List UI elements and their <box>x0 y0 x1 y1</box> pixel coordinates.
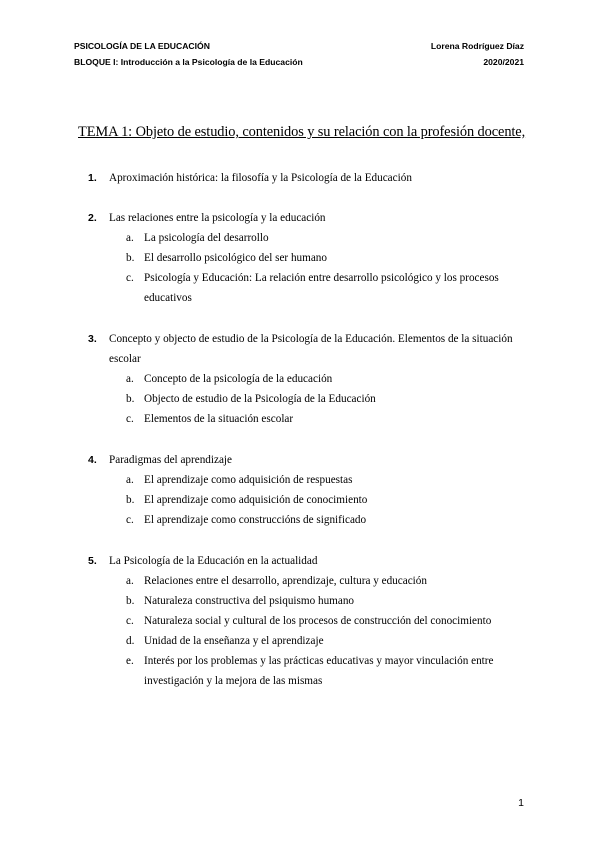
section-4 <box>88 450 538 530</box>
section-5 <box>88 551 538 691</box>
section-title: La Psicología de la Educación en la actualidad <box>109 555 318 567</box>
header-subject: PSICOLOGÍA DE LA EDUCACIÓN <box>74 41 210 51</box>
list-item <box>88 409 538 429</box>
item-letter: a. <box>126 575 134 587</box>
item-text: El aprendizaje como construccións de significado <box>144 514 367 526</box>
page-number: 1 <box>518 797 524 809</box>
item-text: El aprendizaje como adquisición de conocimiento <box>144 494 368 506</box>
item-letter: b. <box>126 252 135 264</box>
list-item <box>88 611 538 631</box>
section-title: Las relaciones entre la psicología y la educación <box>109 212 326 224</box>
section-title: Paradigmas del aprendizaje <box>109 454 233 466</box>
list-item <box>88 228 538 248</box>
section-1 <box>88 168 538 188</box>
list-item <box>88 490 538 510</box>
section-number: 5. <box>88 555 97 567</box>
header-author: Lorena Rodríguez Díaz <box>430 41 524 51</box>
item-text: El desarrollo psicológico del ser humano <box>144 252 327 264</box>
section-number: 2. <box>88 212 97 224</box>
list-item <box>88 389 538 409</box>
subitem-list <box>88 470 538 530</box>
item-text: La psicología del desarrollo <box>144 232 269 244</box>
section-3 <box>88 329 538 429</box>
item-letter: a. <box>126 232 134 244</box>
section-number: 4. <box>88 454 97 466</box>
item-text: El aprendizaje como adquisición de respuestas <box>144 474 353 486</box>
item-text: Psicología y Educación: La relación entre desarrollo psicológico y los procesos educativos <box>144 272 499 304</box>
table-of-contents <box>88 168 538 691</box>
item-text: Naturaleza social y cultural de los procesos de construcción del conocimiento <box>144 615 492 627</box>
document-title: TEMA 1: Objeto de estudio, contenidos y su relación con la profesión docente, <box>78 124 526 140</box>
section-title: Aproximación histórica: la filosofía y la Psicología de la Educación <box>109 172 412 184</box>
header-right <box>431 38 524 70</box>
header-left <box>74 38 303 70</box>
item-letter: e. <box>126 655 134 667</box>
item-letter: b. <box>126 595 135 607</box>
item-letter: c. <box>126 272 134 284</box>
list-item <box>88 591 538 611</box>
item-letter: a. <box>126 373 134 385</box>
item-text: Naturaleza constructiva del psiquismo humano <box>144 595 355 607</box>
item-text: Interés por los problemas y las prácticas educativas y mayor vinculación entre investigación y la mejora de las mismas <box>144 655 494 687</box>
list-item <box>88 571 538 591</box>
list-item <box>88 268 538 308</box>
section-title: Concepto y objecto de estudio de la Psicología de la Educación. Elementos de la situación escolar <box>109 333 513 365</box>
item-text: Objecto de estudio de la Psicología de la Educación <box>144 393 376 405</box>
list-item <box>88 248 538 268</box>
subitem-list <box>88 369 538 429</box>
item-letter: c. <box>126 514 134 526</box>
header-block: BLOQUE I: Introducción a la Psicología de la Educación <box>74 57 303 67</box>
subitem-list <box>88 228 538 308</box>
subitem-list <box>88 571 538 691</box>
list-item <box>88 369 538 389</box>
header-year: 2020/2021 <box>483 57 524 67</box>
section-number: 1. <box>88 172 97 184</box>
section-2 <box>88 208 538 308</box>
item-letter: d. <box>126 635 135 647</box>
list-item <box>88 651 538 691</box>
item-letter: c. <box>126 413 134 425</box>
item-text: Unidad de la enseñanza y el aprendizaje <box>144 635 324 647</box>
item-letter: b. <box>126 393 135 405</box>
list-item <box>88 631 538 651</box>
item-letter: b. <box>126 494 135 506</box>
item-text: Elementos de la situación escolar <box>144 413 294 425</box>
list-item <box>88 510 538 530</box>
list-item <box>88 470 538 490</box>
item-letter: a. <box>126 474 134 486</box>
item-letter: c. <box>126 615 134 627</box>
section-number: 3. <box>88 333 97 345</box>
item-text: Relaciones entre el desarrollo, aprendizaje, cultura y educación <box>144 575 427 587</box>
item-text: Concepto de la psicología de la educación <box>144 373 333 385</box>
